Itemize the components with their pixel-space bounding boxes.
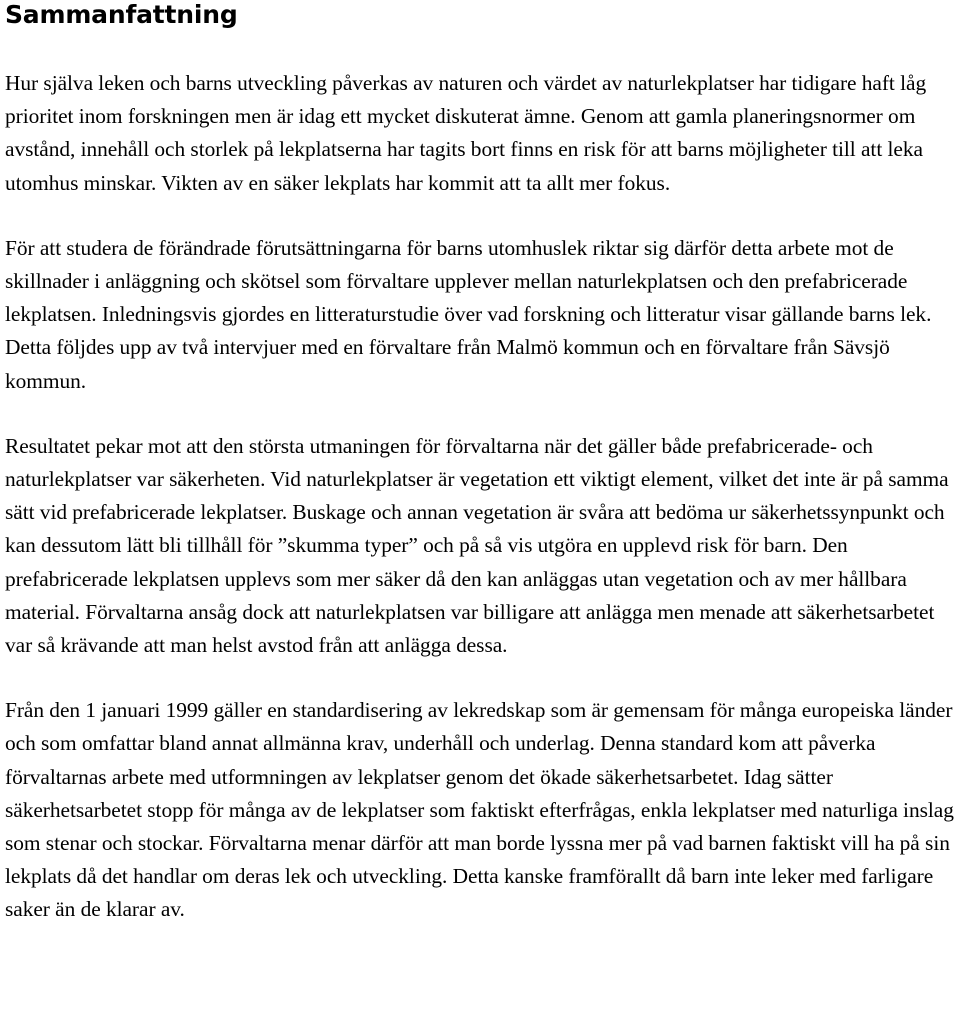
- paragraph-2: För att studera de förändrade förutsättningarna för barns utomhuslek riktar sig därför detta arbete mot de skillnader i anläggning och skötsel som förvaltare upplever mellan naturlekplatsen och den prefabricerade lekplatsen. Inledningsvis gjordes en litteraturstudie över vad forskning och litteratur visar gällande barns lek. Detta följdes upp av två intervjuer med en förvaltare från Malmö kommun och en förvaltare från Sävsjö kommun.: [5, 235, 932, 393]
- paragraph-1: Hur själva leken och barns utveckling påverkas av naturen och värdet av naturlekplatser har tidigare haft låg prioritet inom forskningen men är idag ett mycket diskuterat ämne. Genom att gamla planeringsnormer om avstånd, innehåll och storlek på lekplatserna har tagits bort finns en risk för att barns möjligheter till att leka utomhus minskar. Vikten av en säker lekplats har kommit att ta allt mer fokus.: [5, 71, 927, 195]
- paragraph-4: Från den 1 januari 1999 gäller en standardisering av lekredskap som är gemensam för många europeiska länder och som omfattar bland annat allmänna krav, underhåll och underlag. Denna standard kom att påverka förvaltarnas arbete med utformningen av lekplatser genom det ökade säkerhetsarbetet. Idag sätter säkerhetsarbetet stopp för många av de lekplatser som faktiskt efterfrågas, enkla lekplatser med naturliga inslag som stenar och stockar. Förvaltarna menar därför att man borde lyssna mer på vad barnen faktiskt vill ha på sin lekplats då det handlar om deras lek och utveckling. Detta kanske framförallt då barn inte leker med farligare saker än de klarar av.: [5, 698, 954, 922]
- page-title: Sammanfattning: [5, 0, 238, 29]
- paragraph-3: Resultatet pekar mot att den största utmaningen för förvaltarna när det gäller både prefabricerade- och naturlekplatser var säkerheten. Vid naturlekplatser är vegetation ett viktigt element, vilket det inte är på samma sätt vid prefabricerade lekplatser. Buskage och annan vegetation är svåra att bedöma ur säkerhetssynpunkt och kan dessutom lätt bli tillhåll för ”skumma typer” och på så vis utgöra en upplevd risk för barn. Den prefabricerade lekplatsen upplevs som mer säker då den kan anläggas utan vegetation och av mer hållbara material. Förvaltarna ansåg dock att naturlekplatsen var billigare att anlägga men menade att säkerhetsarbetet var så krävande att man helst avstod från att anlägga dessa.: [5, 433, 949, 658]
- document-page: [5, 0, 960, 927]
